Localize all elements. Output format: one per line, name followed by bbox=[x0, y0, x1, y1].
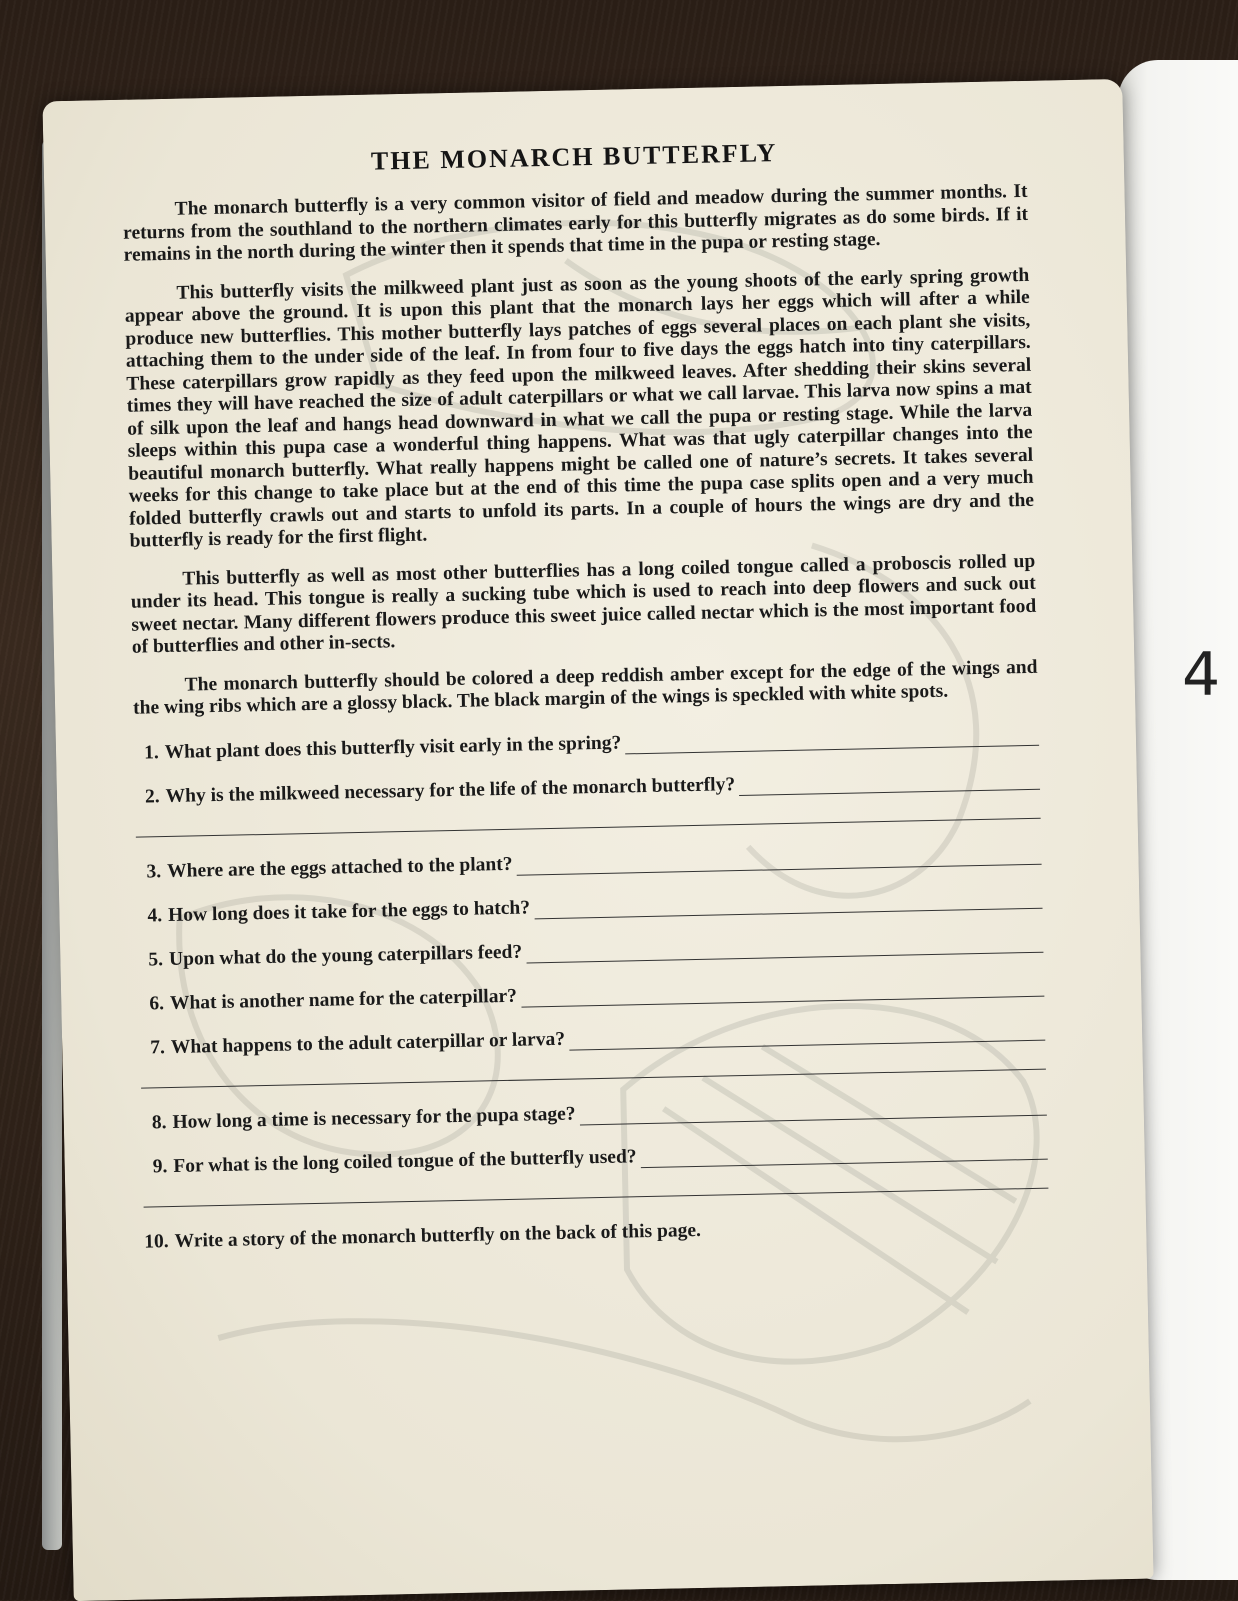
paragraph-coloring: The monarch butterfly should be colored a deep reddish amber except for the edge of the wings and the wing ribs which are a glossy black. The black margin of the wings is speckled with white spots. bbox=[132, 656, 1038, 719]
question-number: 1. bbox=[143, 741, 159, 763]
question-number: 3. bbox=[146, 860, 162, 882]
question-10 bbox=[144, 1212, 1049, 1253]
question-9 bbox=[153, 1137, 1048, 1178]
answer-line-3[interactable] bbox=[516, 845, 1041, 875]
question-text: Upon what do the young caterpillars feed? bbox=[168, 941, 523, 970]
question-6 bbox=[149, 974, 1044, 1015]
answer-line-8[interactable] bbox=[579, 1096, 1046, 1125]
question-text: What happens to the adult caterpillar or larva? bbox=[170, 1028, 566, 1058]
worksheet-title: THE MONARCH BUTTERFLY bbox=[370, 138, 778, 176]
answer-line-2[interactable] bbox=[739, 770, 1040, 795]
answer-line-2b[interactable] bbox=[136, 805, 1041, 837]
question-text: Write a story of the monarch butterfly on the back of this page. bbox=[174, 1219, 702, 1252]
answer-line-5[interactable] bbox=[526, 933, 1043, 963]
worksheet-content bbox=[121, 133, 1049, 1275]
question-text: What is another name for the caterpillar? bbox=[169, 985, 518, 1014]
answer-line-9b[interactable] bbox=[143, 1175, 1048, 1207]
question-number: 8. bbox=[151, 1111, 167, 1133]
paragraph-life-cycle: This butterfly visits the milkweed plant just as soon as the young shoots of the early spring growth appear above the ground. It is upon this plant that the monarch lays her eggs which will after a while produce new butterflies. This mother butterfly lays patches of eggs several places on each plant she visits, attaching them to the under side of the leaf. In from four to five days the eggs hatch into tiny caterpillars. These caterpillars grow rapidly as they feed upon the milkweed leaves. After shedding their skins several times they will have reached the size of adult caterpillars or what we call larvae. This larva now spins a mat of silk upon the leaf and hangs head downward in what we call the pupa or resting stage. While the larva sleeps within this pupa case a wonderful thing happens. What was that ugly caterpillar changes into the beautiful monarch butterfly. What really happens might be called one of nature’s secrets. It takes several weeks for this change to take place but at the end of this time the pupa case splits open and a very much folded butterfly crawls out and starts to unfold its parts. In a couple of hours the wings are dry and the butterfly is ready for the first flight. bbox=[124, 264, 1035, 552]
worksheet-page bbox=[42, 79, 1153, 1601]
question-number: 10. bbox=[144, 1230, 169, 1253]
question-text: How long does it take for the eggs to hatch? bbox=[167, 896, 531, 926]
question-number: 2. bbox=[144, 785, 160, 807]
question-text: What plant does this butterfly visit early in the spring? bbox=[164, 731, 622, 763]
paragraph-migration: The monarch butterfly is a very common visitor of field and meadow during the summer months. It returns from the southland to the northern climates early for this butterfly migrates as do some birds. If it remains in the north during the winter then it spends that time in the pupa or resting stage. bbox=[122, 180, 1029, 266]
question-number: 4. bbox=[147, 904, 163, 926]
answer-line-9[interactable] bbox=[640, 1140, 1047, 1168]
answer-line-1[interactable] bbox=[625, 726, 1039, 754]
facing-page-mark: 4 bbox=[1182, 640, 1221, 710]
question-7 bbox=[150, 1018, 1045, 1059]
question-4 bbox=[147, 886, 1042, 927]
question-number: 9. bbox=[152, 1155, 168, 1177]
question-5 bbox=[148, 930, 1043, 971]
answer-line-4[interactable] bbox=[534, 889, 1043, 919]
answer-line-6[interactable] bbox=[521, 977, 1045, 1007]
question-1 bbox=[144, 723, 1039, 764]
question-number: 6. bbox=[149, 992, 165, 1014]
question-text: Why is the milkweed necessary for the life of the monarch butterfly? bbox=[165, 773, 736, 807]
question-8 bbox=[152, 1093, 1047, 1134]
question-text: Where are the eggs attached to the plant? bbox=[166, 853, 513, 882]
question-text: How long a time is necessary for the pupa stage? bbox=[172, 1103, 576, 1133]
answer-line-7b[interactable] bbox=[141, 1056, 1046, 1088]
paragraph-proboscis: This butterfly as well as most other butterflies has a long coiled tongue called a proboscis rolled up under its head. This tongue is really a sucking tube which is used to reach into deep flowers and suck out sweet nectar. Many different flowers produce this sweet juice called nectar which is the most important food of butterflies and other in-sects. bbox=[130, 550, 1037, 658]
question-text: For what is the long coiled tongue of the butterfly used? bbox=[173, 1145, 637, 1177]
question-number: 5. bbox=[148, 948, 164, 970]
question-3 bbox=[146, 842, 1041, 883]
question-list bbox=[134, 723, 1050, 1253]
question-2 bbox=[145, 767, 1040, 808]
question-number: 7. bbox=[150, 1036, 166, 1058]
answer-line-7[interactable] bbox=[569, 1021, 1045, 1050]
